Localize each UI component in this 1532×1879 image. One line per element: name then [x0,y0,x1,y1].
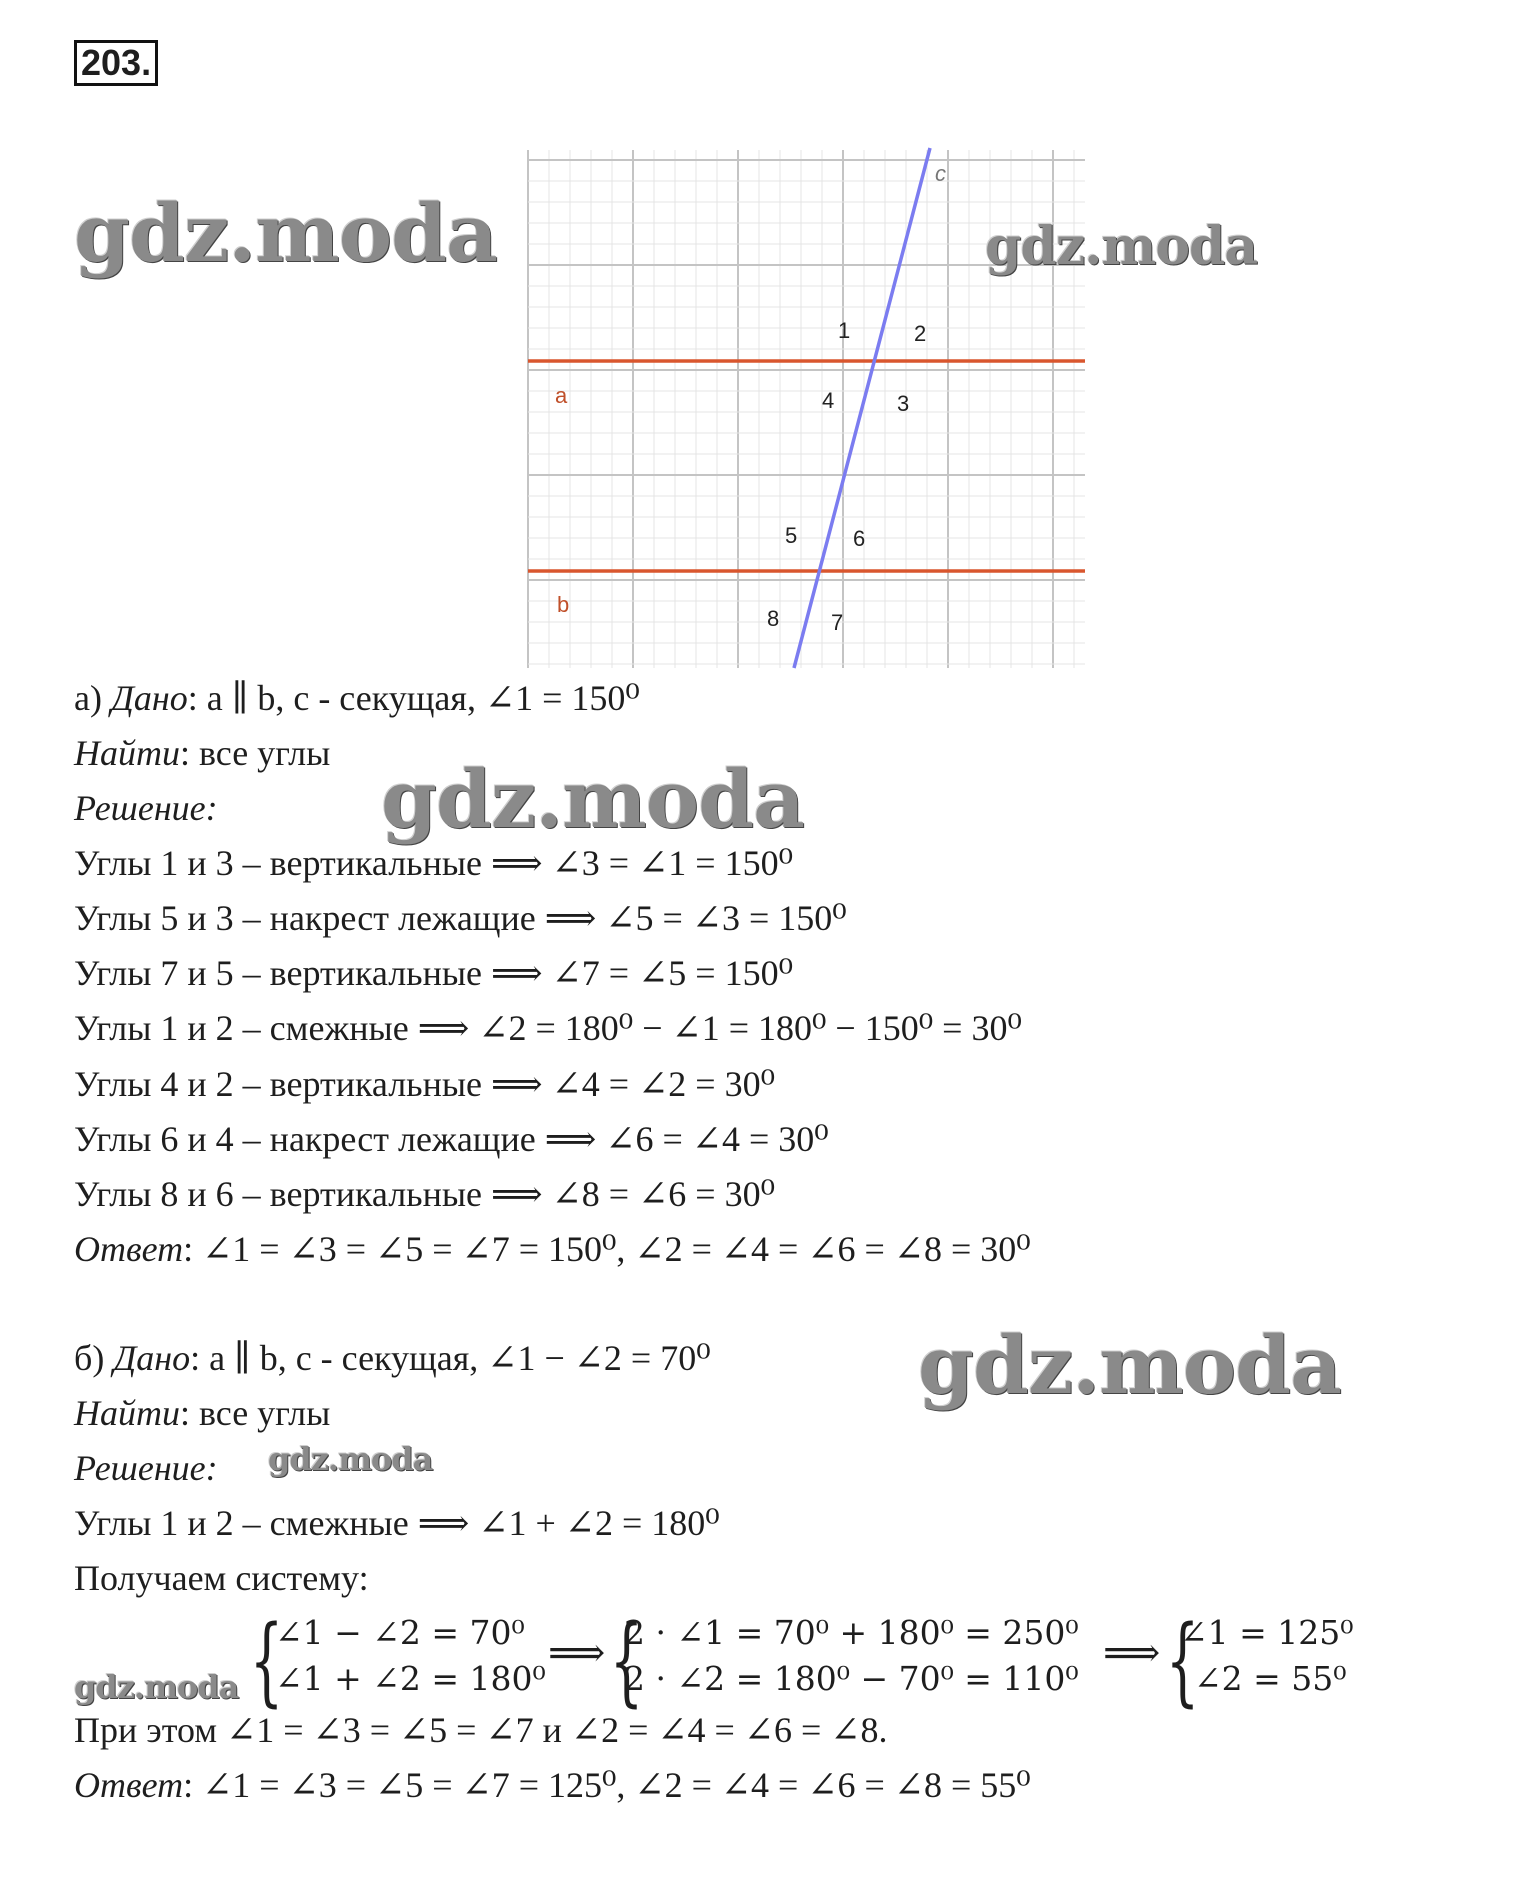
watermark: gdz.moda [74,1668,239,1706]
part-b-step-1: Углы 1 и 2 – смежные ⟹ ∠1 + ∠2 = 180⁰ [74,1503,720,1543]
part-a-step-6: Углы 6 и 4 – накрест лежащие ⟹ ∠6 = ∠4 = 30⁰ [74,1119,829,1159]
watermark: gdz.moda [74,186,497,280]
part-b-conclusion: При этом ∠1 = ∠3 = ∠5 = ∠7 и ∠2 = ∠4 = ∠6 = ∠8. [74,1710,888,1750]
watermark: gdz.moda [985,216,1258,277]
angle-label-4: 4 [822,388,835,413]
part-b-answer: Ответ: ∠1 = ∠3 = ∠5 = ∠7 = 125⁰, ∠2 = ∠4 = ∠6 = ∠8 = 55⁰ [74,1765,1031,1805]
implies-arrow-2: ⟹ [1103,1630,1161,1676]
system-2-brace: { [609,1605,644,1717]
line-b-label: b [557,592,570,617]
angle-label-2: 2 [914,321,927,346]
part-a-find: Найти: все углы [74,733,331,773]
system-3-brace: { [1165,1605,1200,1717]
part-b-given: б) Дано: a ∥ b, c - секущая, ∠1 − ∠2 = 70⁰ [74,1338,711,1378]
part-b-system-intro: Получаем систему: [74,1558,369,1598]
part-a-step-3: Углы 7 и 5 – вертикальные ⟹ ∠7 = ∠5 = 150⁰ [74,953,793,993]
part-b-solution-label: Решение: [74,1448,218,1488]
part-a-answer: Ответ: ∠1 = ∠3 = ∠5 = ∠7 = 150⁰, ∠2 = ∠4 = ∠6 = ∠8 = 30⁰ [74,1229,1031,1269]
angle-label-1: 1 [838,318,851,343]
part-a-step-7: Углы 8 и 6 – вертикальные ⟹ ∠8 = ∠6 = 30⁰ [74,1174,775,1214]
line-c [794,148,930,668]
part-a-solution-label: Решение: [74,788,218,828]
angle-label-3: 3 [897,391,910,416]
system-3: ∠1 = 125⁰ ∠2 = 55⁰ [1180,1613,1354,1698]
angle-label-7: 7 [831,610,844,635]
part-a-step-2: Углы 5 и 3 – накрест лежащие ⟹ ∠5 = ∠3 = 150⁰ [74,898,847,938]
line-c-label: c [935,161,946,186]
part-a-given: а) Дано: a ∥ b, c - секущая, ∠1 = 150⁰ [74,678,640,718]
system-1: ∠1 − ∠2 = 70⁰ ∠1 + ∠2 = 180⁰ [275,1613,546,1698]
problem-number: 203. [74,40,158,86]
watermark: gdz.moda [918,1318,1341,1412]
part-a-step-1: Углы 1 и 3 – вертикальные ⟹ ∠3 = ∠1 = 150⁰ [74,843,793,883]
angle-label-8: 8 [767,606,780,631]
system-2: 2 · ∠1 = 70⁰ + 180⁰ = 250⁰ 2 · ∠2 = 180⁰ − 70⁰ = 110⁰ [624,1613,1079,1698]
implies-arrow-1: ⟹ [548,1630,606,1676]
angle-label-6: 6 [853,526,866,551]
line-a-label: a [555,383,568,408]
part-b-find: Найти: все углы [74,1393,331,1433]
angle-label-5: 5 [785,523,798,548]
system-1-brace: { [249,1605,284,1717]
watermark: gdz.moda [268,1440,433,1478]
part-a-step-4: Углы 1 и 2 – смежные ⟹ ∠2 = 180⁰ − ∠1 = 180⁰ − 150⁰ = 30⁰ [74,1008,1022,1048]
part-a-step-5: Углы 4 и 2 – вертикальные ⟹ ∠4 = ∠2 = 30⁰ [74,1064,775,1104]
watermark: gdz.moda [381,752,804,846]
